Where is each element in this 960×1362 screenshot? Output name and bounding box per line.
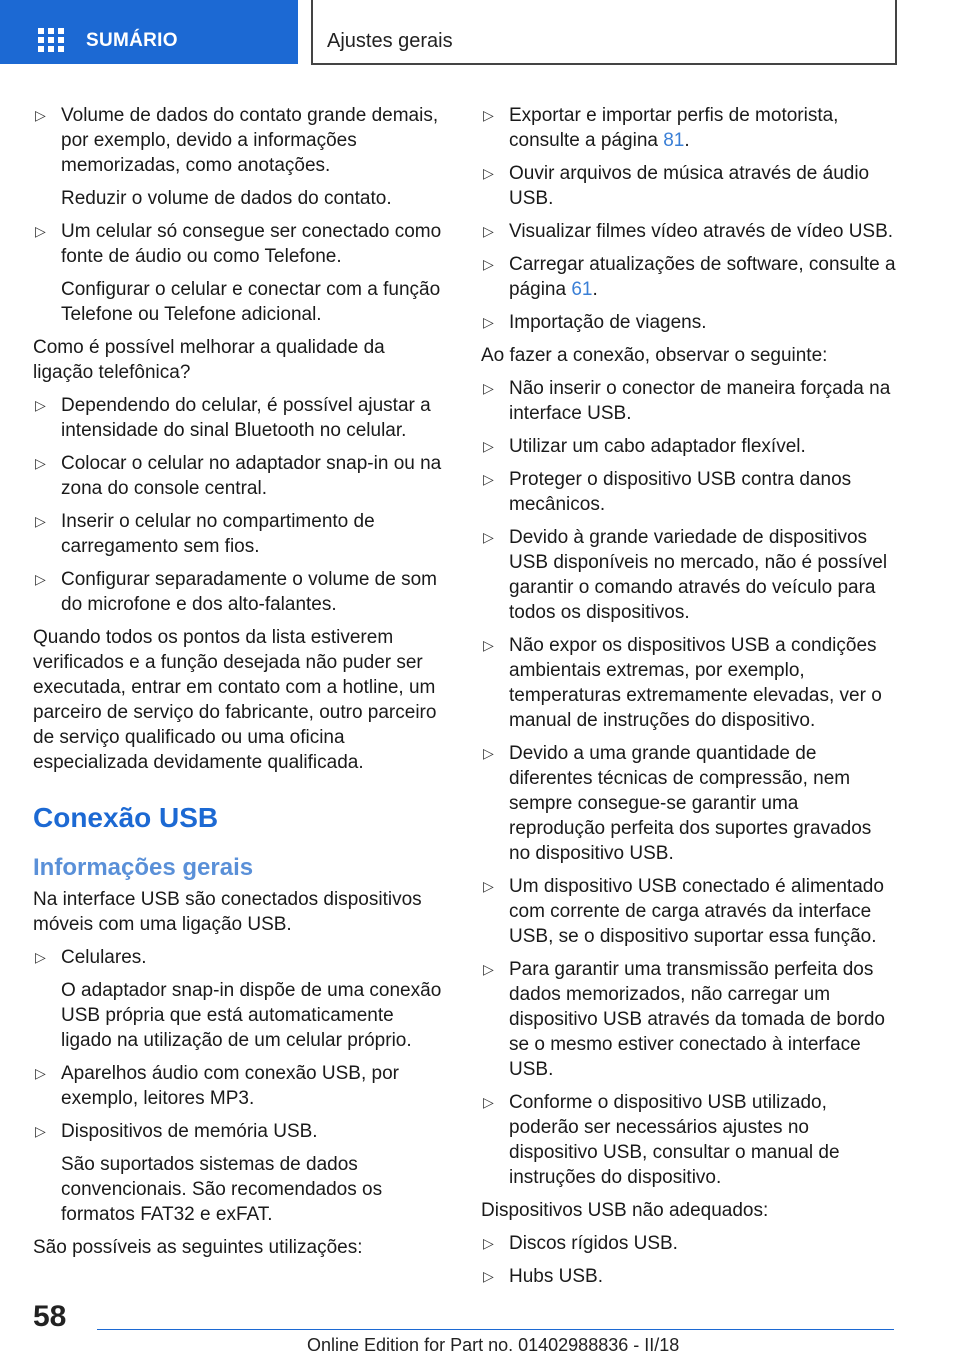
list-item <box>481 525 897 625</box>
list-item-text <box>509 376 897 426</box>
bullet-triangle-icon: ▷ <box>483 529 494 545</box>
list-item-text <box>61 1119 449 1144</box>
list-item <box>33 1119 449 1227</box>
paragraph: Como é possível melhorar a qualidade da ligação telefônica? <box>33 337 385 383</box>
paragraph: Na interface USB são conectados dispositivos móveis com uma ligação USB. <box>33 889 422 935</box>
bullet-triangle-icon: ▷ <box>483 471 494 487</box>
list-item-text <box>509 874 897 949</box>
list-item-label: Visualizar filmes vídeo através de vídeo USB. <box>509 221 894 242</box>
paragraph: Ao fazer a conexão, observar o seguinte: <box>481 345 828 366</box>
section-tab[interactable] <box>311 0 897 65</box>
bullet-triangle-icon: ▷ <box>483 380 494 396</box>
list-item-label: Carregar atualizações de software, consulte a página <box>509 254 896 300</box>
list-item-label: Não inserir o conector de maneira forçada na interface USB. <box>509 378 891 424</box>
list-item-label: Não expor os dispositivos USB a condições ambientais extremas, por exemplo, temperaturas extremamente elevadas, ver o manual de instruções do dispositivo. <box>509 635 882 731</box>
list-item-label: Colocar o celular no adaptador snap-in ou na zona do console central. <box>61 453 442 499</box>
paragraph: Quando todos os pontos da lista estiverem verificados e a função desejada não puder ser executada, entrar em contato com a hotline, um parceiro de serviço do fabricante, outro parceiro de serviço qualificado ou uma oficina especializada devidamente qualificada. <box>33 627 437 773</box>
list-item-label: Volume de dados do contato grande demais, por exemplo, devido a informações memorizadas, como anotações. <box>61 105 439 176</box>
list-item-label: Para garantir uma transmissão perfeita dos dados memorizados, não carregar um dispositivo USB através da tomada de bordo se o mesmo estiver conectado à interface USB. <box>509 959 885 1080</box>
section-heading: Conexão USB <box>33 802 219 833</box>
bullet-triangle-icon: ▷ <box>35 949 46 965</box>
bullet-triangle-icon: ▷ <box>35 455 46 471</box>
bullet-triangle-icon: ▷ <box>35 223 46 239</box>
list-item <box>481 161 897 211</box>
list-item <box>481 1090 897 1190</box>
list-item-text <box>509 1231 897 1256</box>
list-item-label: Discos rígidos USB. <box>509 1233 678 1254</box>
list-item <box>481 741 897 866</box>
list-item-text <box>61 219 449 269</box>
list-item-note: Reduzir o volume de dados do contato. <box>61 188 392 209</box>
bullet-triangle-icon: ▷ <box>483 1235 494 1251</box>
subsection-heading: Informações gerais <box>33 854 254 881</box>
list-item-label: Um dispositivo USB conectado é alimentado com corrente de carga através da interface USB, se o dispositivo suportar essa função. <box>509 876 884 947</box>
bullet-triangle-icon: ▷ <box>483 223 494 239</box>
list-item-text <box>509 957 897 1082</box>
list-item-label: Dispositivos de memória USB. <box>61 1121 318 1142</box>
list-item <box>481 874 897 949</box>
page-link[interactable]: 81 <box>663 130 685 151</box>
list-item-label: Configurar separadamente o volume de som do microfone e dos alto-falantes. <box>61 569 437 615</box>
bullet-triangle-icon: ▷ <box>483 637 494 653</box>
list-item-label: Um celular só consegue ser conectado como fonte de áudio ou como Telefone. <box>61 221 442 267</box>
list-item-text <box>61 393 449 443</box>
list-item <box>33 567 449 617</box>
list-item <box>481 434 897 459</box>
list-item-label: Celulares. <box>61 947 147 968</box>
footer-divider <box>97 1329 894 1330</box>
list-item <box>481 310 897 335</box>
list-item-label: Importação de viagens. <box>509 312 707 333</box>
bullet-triangle-icon: ▷ <box>483 438 494 454</box>
bullet-triangle-icon: ▷ <box>483 165 494 181</box>
bullet-triangle-icon: ▷ <box>35 1123 46 1139</box>
toc-button[interactable] <box>0 0 298 64</box>
list-item <box>481 633 897 733</box>
list-item-label: Proteger o dispositivo USB contra danos mecânicos. <box>509 469 852 515</box>
bullet-triangle-icon: ▷ <box>483 1268 494 1284</box>
bullet-triangle-icon: ▷ <box>483 961 494 977</box>
list-item <box>481 219 897 244</box>
list-item <box>33 1061 449 1111</box>
bullet-triangle-icon: ▷ <box>483 314 494 330</box>
right-column <box>481 103 897 1297</box>
list-item-tail: . <box>592 279 598 300</box>
list-item-text <box>509 161 897 211</box>
bullet-triangle-icon: ▷ <box>35 107 46 123</box>
bullet-triangle-icon: ▷ <box>35 1065 46 1081</box>
toc-label: SUMÁRIO <box>86 30 178 51</box>
left-column <box>33 103 449 1268</box>
list-item-text <box>509 467 897 517</box>
page-number: 58 <box>33 1300 67 1333</box>
list-item-note: São suportados sistemas de dados convencionais. São recomendados os formatos FAT32 e exFAT. <box>61 1154 383 1225</box>
list-item-text <box>509 525 897 625</box>
paragraph: São possíveis as seguintes utilizações: <box>33 1237 363 1258</box>
list-item-text <box>509 434 897 459</box>
list-item-label: Aparelhos áudio com conexão USB, por exemplo, leitores MP3. <box>61 1063 399 1109</box>
bullet-triangle-icon: ▷ <box>35 571 46 587</box>
list-item <box>33 393 449 443</box>
list-item-label: Ouvir arquivos de música através de áudio USB. <box>509 163 870 209</box>
list-item-text <box>61 509 449 559</box>
list-item-text <box>509 1090 897 1190</box>
list-item <box>33 103 449 211</box>
list-item <box>33 451 449 501</box>
list-item <box>33 219 449 327</box>
list-item <box>33 945 449 1053</box>
top-navigation <box>0 0 960 66</box>
list-item-text <box>61 945 449 970</box>
list-item-label: Conforme o dispositivo USB utilizado, poderão ser necessários ajustes no dispositivo USB, consultar o manual de instruções do dispositivo. <box>509 1092 840 1188</box>
list-item-text <box>61 567 449 617</box>
list-item-text <box>61 1061 449 1111</box>
bullet-triangle-icon: ▷ <box>483 745 494 761</box>
list-item <box>481 1231 897 1256</box>
list-item-text <box>509 219 897 244</box>
list-item-text <box>509 252 897 302</box>
bullet-triangle-icon: ▷ <box>483 107 494 123</box>
page-link[interactable]: 61 <box>571 279 593 300</box>
list-item <box>481 957 897 1082</box>
list-item <box>33 509 449 559</box>
list-item-text <box>509 633 897 733</box>
list-item <box>481 467 897 517</box>
list-item-label: Hubs USB. <box>509 1266 603 1287</box>
list-item <box>481 1264 897 1289</box>
list-item-tail: . <box>684 130 690 151</box>
list-item-text <box>61 103 449 178</box>
list-item-text <box>509 310 897 335</box>
bullet-triangle-icon: ▷ <box>35 397 46 413</box>
list-item-label: Dependendo do celular, é possível ajustar a intensidade do sinal Bluetooth no celular. <box>61 395 431 441</box>
bullet-triangle-icon: ▷ <box>35 513 46 529</box>
list-item-label: Inserir o celular no compartimento de carregamento sem fios. <box>61 511 375 557</box>
grid-icon <box>38 28 66 52</box>
bullet-triangle-icon: ▷ <box>483 878 494 894</box>
list-item-note: Configurar o celular e conectar com a função Telefone ou Telefone adicional. <box>61 279 441 325</box>
list-item-text <box>509 741 897 866</box>
paragraph: Dispositivos USB não adequados: <box>481 1200 769 1221</box>
list-item-text <box>61 451 449 501</box>
bullet-triangle-icon: ▷ <box>483 1094 494 1110</box>
footer-edition: Online Edition for Part no. 01402988836 - II/18 <box>307 1335 680 1355</box>
list-item-text <box>509 103 897 153</box>
list-item-label: Devido a uma grande quantidade de diferentes técnicas de compressão, nem sempre consegue-se garantir uma reprodução perfeita dos suportes gravados no dispositivo USB. <box>509 743 872 864</box>
list-item <box>481 376 897 426</box>
list-item-label: Utilizar um cabo adaptador flexível. <box>509 436 806 457</box>
list-item-label: Exportar e importar perfis de motorista, consulte a página <box>509 105 839 151</box>
list-item <box>481 103 897 153</box>
bullet-triangle-icon: ▷ <box>483 256 494 272</box>
list-item-label: Devido à grande variedade de dispositivos USB disponíveis no mercado, não é possível garantir o comando através do veículo para todos os dispositivos. <box>509 527 888 623</box>
section-title: Ajustes gerais <box>327 30 453 52</box>
list-item-text <box>509 1264 897 1289</box>
list-item-note: O adaptador snap-in dispõe de uma conexão USB própria que está automaticamente ligado na utilização de um celular próprio. <box>61 980 442 1051</box>
list-item <box>481 252 897 302</box>
